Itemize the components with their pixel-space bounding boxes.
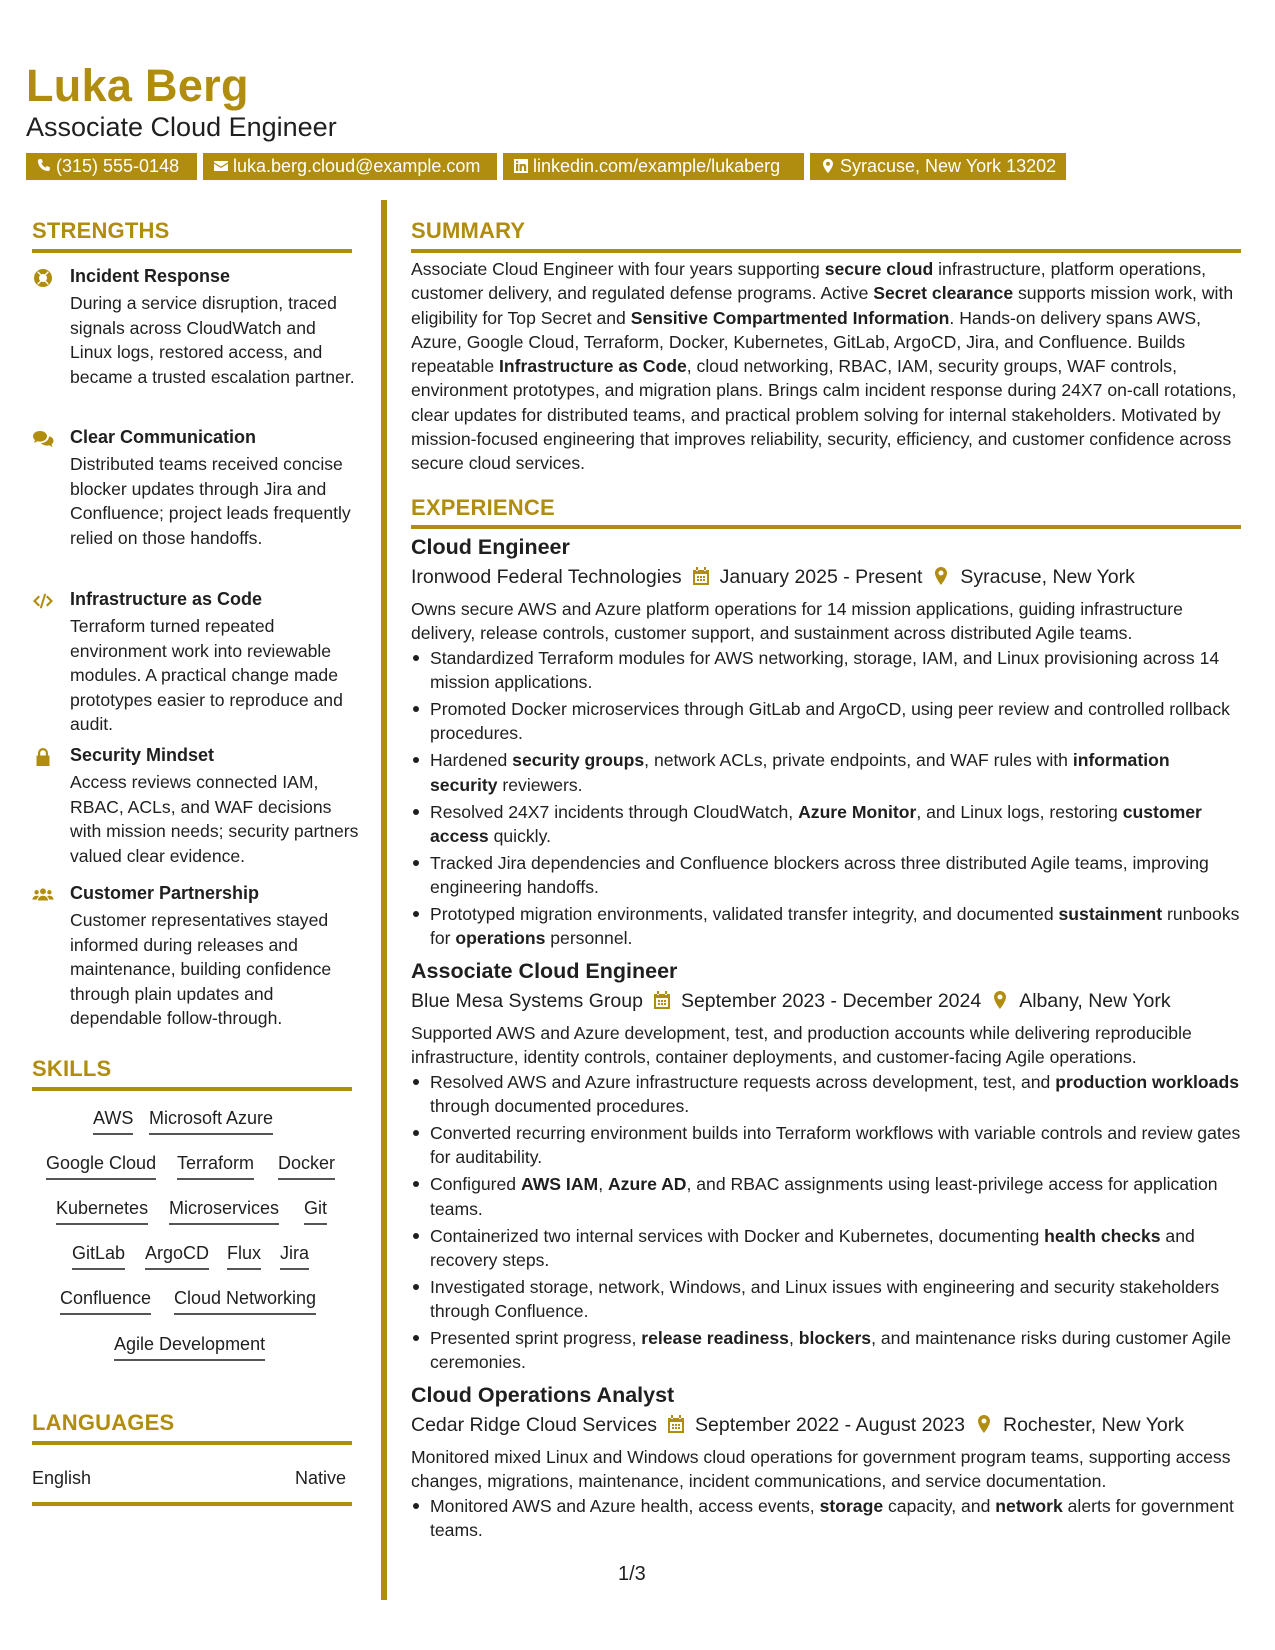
- job-dates: September 2022 - August 2023: [695, 1414, 965, 1436]
- text-run: quickly.: [488, 825, 551, 846]
- code-icon: [32, 591, 54, 611]
- job-meta: [411, 1414, 1184, 1437]
- text-run: supports mission work, with eligibility for Top Secret and: [411, 283, 1234, 328]
- skill-tag: GitLab: [72, 1242, 125, 1270]
- job-company: Ironwood Federal Technologies: [411, 566, 682, 588]
- contact-email[interactable]: [203, 153, 497, 180]
- map-pin-icon: [932, 566, 950, 586]
- bullet-item: [411, 646, 1241, 695]
- bullet-item: [411, 1121, 1241, 1170]
- emphasis-text: health checks: [1044, 1225, 1161, 1246]
- languages-divider: [32, 1441, 352, 1445]
- envelope-icon: [213, 158, 229, 174]
- job-meta: [411, 566, 1135, 589]
- page-number: 1/3: [618, 1563, 646, 1585]
- text-run: Containerized two internal services with Docker and Kubernetes, documenting: [430, 1225, 1045, 1246]
- language-level: Native: [295, 1468, 347, 1488]
- text-run: , cloud networking, RBAC, IAM, security groups, WAF controls, environment prototypes, and migration plans. Brings calm incident response during 24X7 on-call rotations, clear updates for distributed teams, and practical problem solving for internal stakeholders. Motivated by mission-focused engineering that improves reliability, security, efficiency, and customer confidence across secure cloud services.: [411, 356, 1237, 474]
- text-run: and recovery steps.: [430, 1225, 1195, 1270]
- job-bullets: [411, 1070, 1241, 1377]
- calendar-icon: [653, 990, 671, 1010]
- strength-description: Customer representatives stayed informed during releases and maintenance, building confidence through plain updates and dependable follow-through.: [70, 910, 332, 1028]
- emphasis-text: production workloads: [1055, 1072, 1239, 1092]
- emphasis-text: AWS IAM: [520, 1174, 599, 1195]
- text-run: Investigated storage, network, Windows, and Linux issues with engineering and security stakeholders through Confluence.: [430, 1276, 1220, 1322]
- text-run: Resolved 24X7 incidents through CloudWatch,: [430, 801, 799, 822]
- text-run: capacity, and: [883, 1496, 996, 1516]
- emphasis-text: Azure AD: [607, 1174, 687, 1195]
- skill-tag: AWS: [93, 1107, 133, 1135]
- text-run: . Hands-on delivery spans AWS, Azure, Google Cloud, Terraform, Docker, Kubernetes, GitLab, ArgoCD, Jira, and Confluence. Builds repeatable: [411, 307, 1202, 377]
- skill-tag: Microservices: [169, 1197, 279, 1225]
- text-run: Tracked Jira dependencies and Confluence blockers across three distributed Agile teams, improving engineering handoffs.: [430, 852, 1209, 898]
- emphasis-text: blockers: [798, 1327, 872, 1348]
- skill-tag: Docker: [278, 1152, 335, 1180]
- users-icon: [32, 885, 54, 905]
- summary-text: [411, 257, 1241, 476]
- job-intro: Supported AWS and Azure development, test, and production accounts while delivering reproducible infrastructure, identity controls, container deployments, and customer-facing Agile operations.: [411, 1023, 1192, 1068]
- job-meta: [411, 990, 1171, 1013]
- text-run: , and Linux logs, restoring: [916, 801, 1123, 822]
- summary-heading: SUMMARY: [411, 218, 526, 243]
- skills-divider: [32, 1087, 352, 1091]
- job-bullets: [411, 646, 1241, 953]
- bullet-item: [411, 1172, 1241, 1221]
- map-pin-icon: [975, 1414, 993, 1434]
- emphasis-text: information security: [430, 750, 1170, 795]
- emphasis-text: Secret clearance: [873, 283, 1014, 304]
- bullet-item: [411, 1275, 1241, 1324]
- candidate-name: Luka Berg: [26, 60, 249, 111]
- text-run: , and maintenance risks during customer Agile ceremonies.: [430, 1327, 1231, 1373]
- contact-linkedin-text: linkedin.com/example/lukaberg: [533, 156, 781, 176]
- job-intro: Monitored mixed Linux and Windows cloud operations for government program teams, supporting access changes, migrations, maintenance, incident communications, and service documentation.: [411, 1447, 1231, 1492]
- text-run: Prototyped migration environments, validated transfer integrity, and documented: [430, 903, 1059, 924]
- bullet-item: [411, 1224, 1241, 1273]
- strength-name: Security Mindset: [70, 745, 215, 765]
- bullet-item: [411, 851, 1241, 900]
- job-intro: Owns secure AWS and Azure platform operations for 14 mission applications, guiding infrastructure delivery, release controls, customer support, and sustainment across distributed Agile teams.: [411, 599, 1183, 644]
- text-run: Promoted Docker microservices through GitLab and ArgoCD, using peer review and controlled rollback procedures.: [430, 699, 1230, 744]
- skill-tag: Git: [304, 1197, 327, 1225]
- bullet-item: [411, 1326, 1241, 1375]
- job-location: Syracuse, New York: [960, 566, 1135, 588]
- job-dates: September 2023 - December 2024: [680, 990, 982, 1012]
- text-run: Presented sprint progress,: [430, 1327, 642, 1348]
- emphasis-text: Infrastructure as Code: [499, 356, 687, 377]
- job-company: Cedar Ridge Cloud Services: [411, 1414, 658, 1436]
- strength-name: Customer Partnership: [70, 883, 260, 903]
- text-run: infrastructure, platform operations, customer delivery, and regulated defense programs. Active: [411, 259, 1207, 304]
- strength-description: Distributed teams received concise blocker updates through Jira and Confluence; project leads frequently relied on those handoffs.: [70, 454, 351, 548]
- language-name: English: [32, 1468, 92, 1488]
- chat-bubbles-icon: [32, 429, 54, 449]
- text-run: reviewers.: [497, 774, 583, 795]
- bullet-item: [411, 1494, 1241, 1543]
- bullet-item: [411, 1070, 1241, 1119]
- emphasis-text: customer access: [430, 801, 1202, 846]
- contact-phone[interactable]: [26, 153, 197, 180]
- map-pin-icon: [991, 990, 1009, 1010]
- skill-tag: Google Cloud: [46, 1152, 156, 1180]
- text-run: through documented procedures.: [430, 1096, 690, 1117]
- candidate-title: Associate Cloud Engineer: [26, 112, 337, 142]
- contact-location: [810, 153, 1066, 180]
- emphasis-text: operations: [455, 928, 546, 949]
- skill-tag: Kubernetes: [56, 1197, 148, 1225]
- text-run: Resolved AWS and Azure infrastructure requests across development, test, and: [430, 1072, 1056, 1092]
- text-run: Configured: [430, 1174, 521, 1195]
- text-run: Associate Cloud Engineer with four years supporting: [411, 259, 825, 279]
- text-run: ,: [598, 1174, 608, 1195]
- text-run: alerts for government teams.: [430, 1496, 1234, 1541]
- experience-divider: [411, 525, 1241, 529]
- skill-tag: ArgoCD: [145, 1242, 209, 1270]
- job-title: Cloud Engineer: [411, 535, 570, 559]
- job-title: Cloud Operations Analyst: [411, 1383, 675, 1407]
- text-run: runbooks for: [430, 903, 1240, 949]
- emphasis-text: storage: [819, 1496, 884, 1516]
- strength-description: Access reviews connected IAM, RBAC, ACLs, and WAF decisions with mission needs; security partners valued clear evidence.: [70, 772, 359, 866]
- skill-tag: Cloud Networking: [174, 1287, 316, 1315]
- emphasis-text: sustainment: [1058, 903, 1163, 924]
- phone-icon: [36, 158, 52, 174]
- strength-description: During a service disruption, traced signals across CloudWatch and Linux logs, restored access, and became a trusted escalation partner.: [70, 293, 355, 387]
- skill-tag: Jira: [280, 1242, 309, 1270]
- job-company: Blue Mesa Systems Group: [411, 990, 643, 1012]
- strength-name: Incident Response: [70, 266, 231, 286]
- emphasis-text: Azure Monitor: [798, 801, 917, 822]
- text-run: Converted recurring environment builds into Terraform workflows with variable controls and review gates for auditability.: [430, 1123, 1241, 1168]
- contact-linkedin[interactable]: [503, 153, 804, 180]
- contact-email-text: luka.berg.cloud@example.com: [233, 156, 481, 176]
- lifebuoy-icon: [32, 268, 54, 288]
- lock-icon: [32, 747, 54, 767]
- text-run: personnel.: [545, 928, 633, 949]
- text-run: ,: [788, 1327, 799, 1348]
- strength-name: Infrastructure as Code: [70, 589, 263, 609]
- text-run: Standardized Terraform modules for AWS networking, storage, IAM, and Linux provisioning across 14 mission applications.: [430, 648, 1220, 693]
- map-pin-icon: [820, 158, 836, 174]
- text-run: Monitored AWS and Azure health, access events,: [430, 1496, 820, 1516]
- text-run: , network ACLs, private endpoints, and WAF rules with: [644, 750, 1073, 771]
- strength-description: Terraform turned repeated environment work into reviewable modules. A practical change made prototypes easier to reproduce and audit.: [70, 616, 343, 734]
- job-location: Rochester, New York: [1003, 1414, 1185, 1436]
- job-location: Albany, New York: [1019, 990, 1171, 1012]
- column-divider: [381, 200, 387, 1600]
- languages-heading: LANGUAGES: [32, 1410, 175, 1435]
- linkedin-icon: [513, 158, 529, 174]
- emphasis-text: security groups: [512, 750, 645, 771]
- calendar-icon: [692, 566, 710, 586]
- job-dates: January 2025 - Present: [719, 566, 923, 588]
- skill-tag: Microsoft Azure: [149, 1107, 273, 1135]
- bullet-item: [411, 902, 1241, 951]
- languages-bottom-divider: [32, 1502, 352, 1506]
- text-run: Hardened: [430, 750, 513, 771]
- bullet-item: [411, 697, 1241, 746]
- emphasis-text: network: [995, 1496, 1063, 1516]
- experience-heading: EXPERIENCE: [411, 495, 555, 520]
- emphasis-text: secure cloud: [824, 259, 934, 279]
- contact-location-text: Syracuse, New York 13202: [840, 156, 1057, 176]
- bullet-item: [411, 748, 1241, 797]
- calendar-icon: [667, 1414, 685, 1434]
- text-run: , and RBAC assignments using least-privilege access for application teams.: [430, 1174, 1218, 1219]
- strength-name: Clear Communication: [70, 427, 257, 447]
- skills-heading: SKILLS: [32, 1056, 112, 1081]
- emphasis-text: release readiness: [641, 1327, 789, 1348]
- summary-divider: [411, 249, 1241, 253]
- strengths-heading: STRENGTHS: [32, 218, 170, 243]
- bullet-item: [411, 800, 1241, 849]
- skill-tag: Agile Development: [114, 1333, 265, 1361]
- job-title: Associate Cloud Engineer: [411, 959, 678, 983]
- skill-tag: Terraform: [177, 1152, 254, 1180]
- skill-tag: Confluence: [60, 1287, 151, 1315]
- contact-phone-text: (315) 555-0148: [56, 156, 180, 176]
- emphasis-text: Sensitive Compartmented Information: [630, 307, 950, 328]
- job-bullets: [411, 1494, 1241, 1545]
- strengths-divider: [32, 249, 352, 253]
- skill-tag: Flux: [227, 1242, 261, 1270]
